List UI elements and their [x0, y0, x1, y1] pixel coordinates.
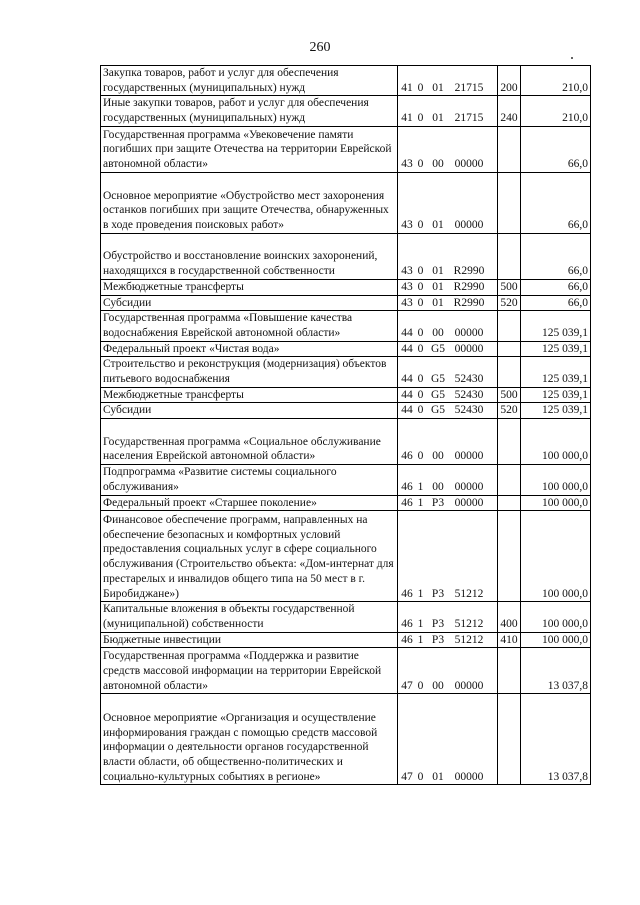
- row-sum: 100 000,0: [521, 632, 591, 648]
- code-direction: 21715: [454, 81, 484, 94]
- code-event: 00: [432, 480, 444, 493]
- row-name: Государственная программа «Увековечение памяти погибших при защите Отечества на территории Еврейской автономной области»: [101, 126, 398, 172]
- row-sum: 100 000,0: [521, 511, 591, 602]
- table-row: [101, 233, 591, 279]
- row-expense-type: [498, 648, 521, 694]
- code-subprogram: 0: [417, 296, 424, 309]
- row-sum: 66,0: [521, 295, 591, 311]
- code-direction: 51212: [454, 587, 484, 600]
- code-event: 00: [432, 158, 444, 171]
- code-direction: 00000: [454, 770, 484, 783]
- row-name: Капитальные вложения в объекты государственной (муниципальной) собственности: [101, 602, 398, 632]
- row-code: [398, 341, 498, 357]
- code-program: 47: [401, 770, 413, 783]
- code-event: G5: [430, 388, 446, 401]
- row-expense-type: 520: [498, 295, 521, 311]
- table-row: [101, 511, 591, 602]
- code-event: 01: [432, 81, 444, 94]
- budget-table: [100, 65, 591, 785]
- row-code: [398, 632, 498, 648]
- row-code: [398, 172, 498, 233]
- code-event: 01: [432, 112, 444, 125]
- table-row: [101, 357, 591, 387]
- scan-speck: [571, 57, 573, 59]
- row-code: [398, 233, 498, 279]
- code-direction: 00000: [454, 219, 484, 232]
- table-row: [101, 632, 591, 648]
- code-event: 01: [432, 280, 444, 293]
- table-row: [101, 126, 591, 172]
- row-expense-type: [498, 495, 521, 511]
- row-sum: 210,0: [521, 96, 591, 126]
- code-subprogram: 1: [417, 633, 424, 646]
- code-direction: 00000: [454, 158, 484, 171]
- row-name: Основное мероприятие «Обустройство мест захоронения останков погибших при защите Отечества, обнаруженных в ходе проведения поисковых работ»: [101, 172, 398, 233]
- code-event: 01: [432, 296, 444, 309]
- code-subprogram: 0: [417, 265, 424, 278]
- row-expense-type: [498, 341, 521, 357]
- table-row: [101, 465, 591, 495]
- code-subprogram: 1: [417, 496, 424, 509]
- table-row: [101, 419, 591, 465]
- row-code: [398, 279, 498, 295]
- row-name: Подпрограмма «Развитие системы социального обслуживания»: [101, 465, 398, 495]
- row-name: Строительство и реконструкция (модернизация) объектов питьевого водоснабжения: [101, 357, 398, 387]
- table-row: [101, 295, 591, 311]
- row-code: [398, 403, 498, 419]
- row-sum: 66,0: [521, 279, 591, 295]
- code-program: 44: [401, 404, 413, 417]
- row-name: Финансовое обеспечение программ, направленных на обеспечение безопасных и комфортных условий предоставления социальных услуг в сфере социального обслуживания (Строительство объекта: «Дом-интернат для престарелых и инвалидов общего типа на 50 мест в г. Биробиджане»): [101, 511, 398, 602]
- row-code: [398, 694, 498, 785]
- code-program: 46: [401, 617, 413, 630]
- code-direction: 51212: [454, 633, 484, 646]
- code-event: P3: [431, 633, 445, 646]
- code-subprogram: 0: [417, 81, 424, 94]
- code-program: 43: [401, 219, 413, 232]
- row-expense-type: 500: [498, 387, 521, 403]
- row-code: [398, 66, 498, 96]
- code-subprogram: 0: [417, 280, 424, 293]
- code-event: G5: [430, 404, 446, 417]
- row-sum: 210,0: [521, 66, 591, 96]
- row-expense-type: [498, 233, 521, 279]
- code-subprogram: 1: [417, 587, 424, 600]
- table-row: [101, 311, 591, 341]
- row-name: Основное мероприятие «Организация и осуществление информирования граждан с помощью средств массовой информации о деятельности органов государственной власти области, об общественно-политических и социально-культурных событиях в регионе»: [101, 694, 398, 785]
- row-expense-type: [498, 465, 521, 495]
- row-code: [398, 357, 498, 387]
- code-program: 41: [401, 81, 413, 94]
- code-program: 43: [401, 158, 413, 171]
- code-direction: 51212: [454, 617, 484, 630]
- code-program: 47: [401, 679, 413, 692]
- code-direction: 52430: [454, 373, 484, 386]
- row-expense-type: 240: [498, 96, 521, 126]
- code-program: 43: [401, 265, 413, 278]
- row-code: [398, 96, 498, 126]
- code-subprogram: 1: [417, 480, 424, 493]
- row-sum: 100 000,0: [521, 495, 591, 511]
- code-direction: 00000: [454, 679, 484, 692]
- code-direction: 52430: [454, 388, 484, 401]
- row-expense-type: [498, 419, 521, 465]
- page-number: 260: [309, 40, 331, 55]
- code-subprogram: 0: [417, 404, 424, 417]
- code-program: 44: [401, 326, 413, 339]
- table-row: [101, 694, 591, 785]
- table-row: [101, 648, 591, 694]
- row-code: [398, 648, 498, 694]
- code-program: 46: [401, 587, 413, 600]
- code-program: 46: [401, 633, 413, 646]
- code-direction: 52430: [454, 404, 484, 417]
- code-direction: 00000: [454, 450, 484, 463]
- code-event: P3: [431, 587, 445, 600]
- table-row: [101, 602, 591, 632]
- code-subprogram: 0: [417, 770, 424, 783]
- row-sum: 125 039,1: [521, 387, 591, 403]
- row-code: [398, 295, 498, 311]
- row-code: [398, 511, 498, 602]
- code-direction: R2990: [453, 280, 485, 293]
- code-subprogram: 0: [417, 373, 424, 386]
- row-name: Государственная программа «Поддержка и развитие средств массовой информации на территории Еврейской автономной области»: [101, 648, 398, 694]
- row-expense-type: 410: [498, 632, 521, 648]
- row-sum: 125 039,1: [521, 341, 591, 357]
- row-sum: 100 000,0: [521, 602, 591, 632]
- code-program: 46: [401, 496, 413, 509]
- row-sum: 66,0: [521, 233, 591, 279]
- code-program: 43: [401, 296, 413, 309]
- table-row: [101, 403, 591, 419]
- row-name: Межбюджетные трансферты: [101, 279, 398, 295]
- code-program: 41: [401, 112, 413, 125]
- table-row: [101, 495, 591, 511]
- row-name: Закупка товаров, работ и услуг для обеспечения государственных (муниципальных) нужд: [101, 66, 398, 96]
- code-program: 46: [401, 450, 413, 463]
- row-expense-type: 400: [498, 602, 521, 632]
- code-program: 44: [401, 388, 413, 401]
- row-name: Межбюджетные трансферты: [101, 387, 398, 403]
- row-expense-type: [498, 311, 521, 341]
- code-subprogram: 0: [417, 450, 424, 463]
- table-row: [101, 172, 591, 233]
- row-expense-type: 200: [498, 66, 521, 96]
- code-program: 44: [401, 373, 413, 386]
- row-name: Иные закупки товаров, работ и услуг для обеспечения государственных (муниципальных) нужд: [101, 96, 398, 126]
- row-name: Федеральный проект «Старшее поколение»: [101, 495, 398, 511]
- table-row: [101, 341, 591, 357]
- code-program: 46: [401, 480, 413, 493]
- row-code: [398, 126, 498, 172]
- table-row: [101, 279, 591, 295]
- code-direction: R2990: [453, 296, 485, 309]
- row-code: [398, 311, 498, 341]
- row-expense-type: 500: [498, 279, 521, 295]
- row-code: [398, 602, 498, 632]
- row-code: [398, 495, 498, 511]
- code-direction: 00000: [454, 342, 484, 355]
- table-row: [101, 96, 591, 126]
- code-event: P3: [431, 617, 445, 630]
- row-expense-type: [498, 694, 521, 785]
- code-subprogram: 0: [417, 679, 424, 692]
- code-event: 01: [432, 770, 444, 783]
- code-subprogram: 0: [417, 342, 424, 355]
- row-sum: 66,0: [521, 126, 591, 172]
- code-event: 00: [432, 450, 444, 463]
- code-event: 00: [432, 679, 444, 692]
- row-code: [398, 419, 498, 465]
- row-sum: 13 037,8: [521, 648, 591, 694]
- row-expense-type: 520: [498, 403, 521, 419]
- row-sum: 100 000,0: [521, 465, 591, 495]
- code-event: G5: [430, 373, 446, 386]
- row-sum: 125 039,1: [521, 403, 591, 419]
- budget-table-body: [101, 66, 591, 785]
- code-direction: 00000: [454, 496, 484, 509]
- code-direction: R2990: [453, 265, 485, 278]
- code-direction: 00000: [454, 326, 484, 339]
- code-subprogram: 0: [417, 112, 424, 125]
- row-name: Субсидии: [101, 403, 398, 419]
- row-name: Государственная программа «Повышение качества водоснабжения Еврейской автономной области»: [101, 311, 398, 341]
- row-name: Обустройство и восстановление воинских захоронений, находящихся в государственной собственности: [101, 233, 398, 279]
- code-subprogram: 0: [417, 326, 424, 339]
- code-subprogram: 0: [417, 388, 424, 401]
- code-subprogram: 0: [417, 219, 424, 232]
- row-code: [398, 387, 498, 403]
- table-row: [101, 66, 591, 96]
- code-subprogram: 0: [417, 158, 424, 171]
- code-program: 43: [401, 280, 413, 293]
- row-expense-type: [498, 126, 521, 172]
- table-row: [101, 387, 591, 403]
- code-event: 01: [432, 265, 444, 278]
- row-sum: 125 039,1: [521, 311, 591, 341]
- code-direction: 00000: [454, 480, 484, 493]
- row-name: Субсидии: [101, 295, 398, 311]
- row-name: Федеральный проект «Чистая вода»: [101, 341, 398, 357]
- code-event: P3: [431, 496, 445, 509]
- code-event: 00: [432, 326, 444, 339]
- row-sum: 66,0: [521, 172, 591, 233]
- row-expense-type: [498, 511, 521, 602]
- code-direction: 21715: [454, 112, 484, 125]
- row-sum: 100 000,0: [521, 419, 591, 465]
- code-event: G5: [430, 342, 446, 355]
- row-name: Бюджетные инвестиции: [101, 632, 398, 648]
- row-sum: 125 039,1: [521, 357, 591, 387]
- row-expense-type: [498, 357, 521, 387]
- row-sum: 13 037,8: [521, 694, 591, 785]
- code-event: 01: [432, 219, 444, 232]
- row-name: Государственная программа «Социальное обслуживание населения Еврейской автономной области»: [101, 419, 398, 465]
- code-subprogram: 1: [417, 617, 424, 630]
- row-expense-type: [498, 172, 521, 233]
- row-code: [398, 465, 498, 495]
- code-program: 44: [401, 342, 413, 355]
